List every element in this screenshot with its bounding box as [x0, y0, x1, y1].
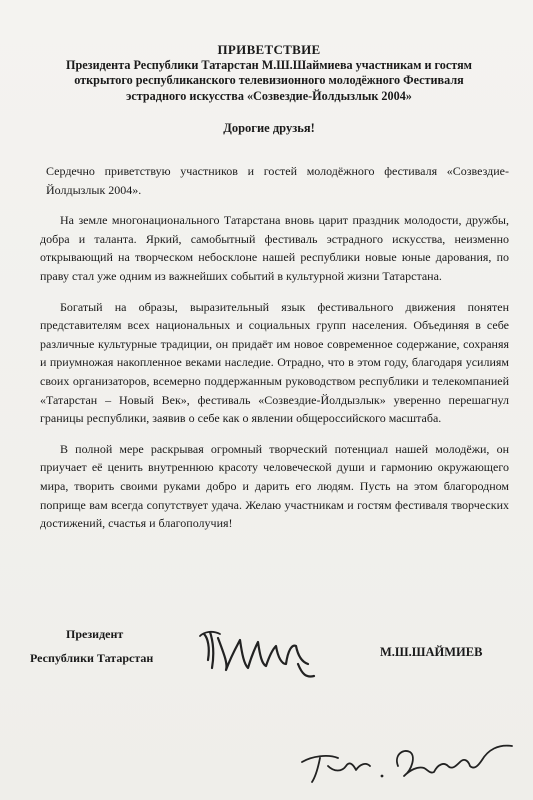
signatory-name: М.Ш.ШАЙМИЕВ — [380, 645, 483, 659]
position-line-1: Президент — [66, 627, 124, 641]
heading-line-2: открытого республиканского телевизионного молодёжного Фестиваля — [74, 73, 464, 87]
document-heading — [30, 42, 508, 104]
body-text — [40, 162, 509, 545]
signatory-position — [30, 622, 180, 670]
greeting: Дорогие друзья! — [223, 121, 315, 135]
paragraph-1: Сердечно приветствую участников и гостей молодёжного фестиваля «Созвездие-Йолдызлык 2004». — [46, 164, 509, 197]
handwritten-signature-bottom — [298, 736, 520, 788]
handwritten-signature — [198, 624, 320, 680]
position-line-2: Республики Татарстан — [30, 651, 154, 665]
paragraph-2: На земле многонационального Татарстана вновь царит праздник молодости, дружбы, добра и таланта. Яркий, самобытный фестиваль эстрадного искусства, неизменно открывающий на творческом небосклоне нашей республики новые юные дарования, по праву стал уже одним из важнейших событий в культурной жизни Татарстана. — [40, 213, 509, 283]
heading-title: ПРИВЕТСТВИЕ — [217, 42, 321, 57]
heading-line-3: эстрадного искусства «Созвездие-Йолдызлык 2004» — [126, 88, 412, 103]
paragraph-3: Богатый на образы, выразительный язык фестивального движения понятен представителям всех национальных и социальных групп населения. Объединяя в себе различные культурные традиции, он придаёт им новое современное содержание, сохраняя и приумножая накопленное веками наследие. Отрадно, что в этом году, благодаря усилиям своих организаторов, всемерно поддержанным руководством республики и телекомпанией «Татарстан – Новый Век», фестиваль «Созвездие-Йолдызлык» уверенно перешагнул границы республики, заявив о себе как о явлении общероссийского масштаба. — [40, 299, 509, 426]
heading-line-1: Президента Республики Татарстан М.Ш.Шаймиева участникам и гостям — [66, 57, 472, 72]
paragraph-4: В полной мере раскрывая огромный творческий потенциал нашей молодёжи, он приучает её ценить внутреннюю красоту человеческой души и гармонию окружающего мира, творить своими руками добро и дарить его людям. Пусть на этом благородном поприще вам всегда сопутствует удача. Желаю участникам и гостям фестиваля творческих достижений, счастья и благополучия! — [40, 441, 509, 531]
